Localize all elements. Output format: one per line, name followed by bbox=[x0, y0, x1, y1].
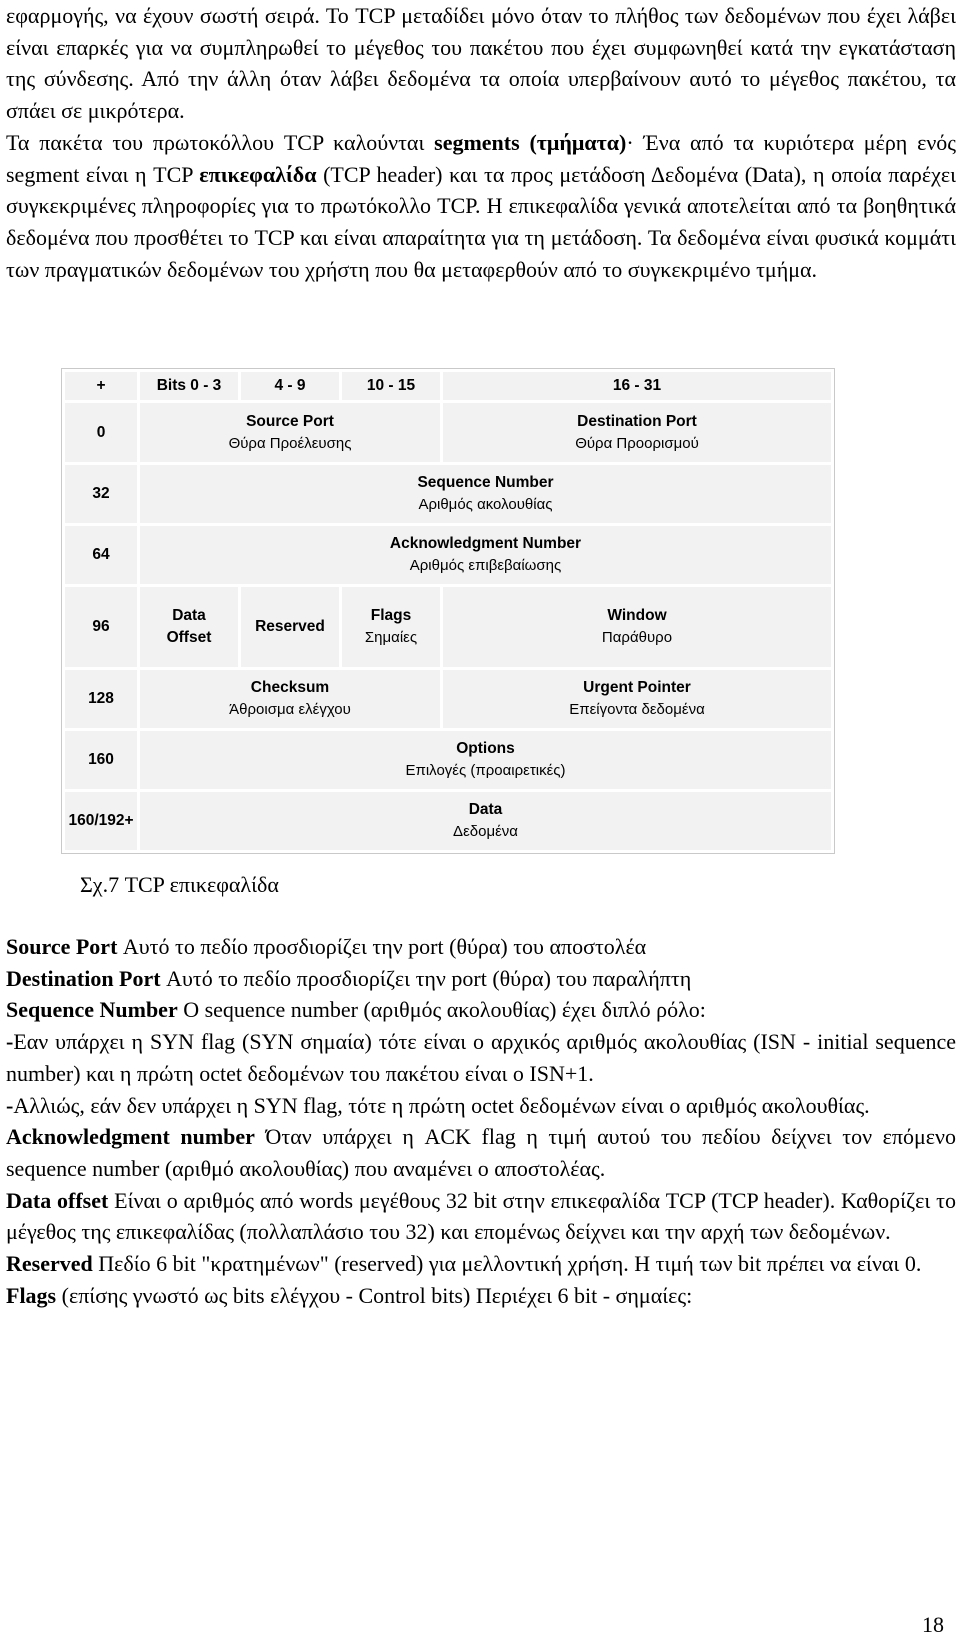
term-destination-port: Destination Port bbox=[6, 965, 161, 991]
offset-cell-128: 128 bbox=[65, 670, 137, 728]
intro-paragraph-1: εφαρμογής, να έχουν σωστή σειρά. Το TCP μεταδίδει μόνο όταν το πλήθος των δεδομένων που έχει λάβει είναι επαρκές για να συμπληρωθεί το μέγεθος του πακέτου που έχει συμφωνηθεί κατά την εγκατάσταση της σύνδεσης. Από την άλλη όταν λάβει δεδομένα τα οποία υπερβαίνουν αυτό το μέγεθος πακέτου, τα σπάει σε μικρότερα. bbox=[6, 3, 956, 124]
mark-seq-case-2: - bbox=[6, 1092, 14, 1118]
term-flags: Flags bbox=[6, 1282, 57, 1308]
p2-bold-header: επικεφαλίδα bbox=[199, 161, 317, 187]
def-seq-case-2 bbox=[6, 1090, 956, 1122]
sequence-number-cell bbox=[140, 465, 831, 523]
data-offset-cell bbox=[140, 587, 238, 667]
window-cell bbox=[443, 587, 831, 667]
source-port-label: Source Port bbox=[246, 412, 334, 430]
def-source-port bbox=[6, 931, 956, 963]
source-port-cell bbox=[140, 403, 440, 461]
def-reserved bbox=[6, 1248, 956, 1280]
term-source-port: Source Port bbox=[6, 934, 118, 959]
destination-port-cell bbox=[443, 403, 831, 461]
term-sequence-number: Sequence Number bbox=[6, 997, 178, 1023]
term-reserved: Reserved bbox=[6, 1251, 93, 1277]
mark-seq-case-1: - bbox=[6, 1029, 14, 1055]
urgent-pointer-greek: Επείγοντα δεδομένα bbox=[569, 700, 705, 718]
offset-cell-160-192: 160/192+ bbox=[65, 792, 137, 850]
text-seq-case-1: Εαν υπάρχει η SYN flag (SYN σημαία) τότε είναι ο αρχικός αριθμός ακολουθίας (ISN - initial sequence number) και η πρώτη octet δεδομένων του πακέτου είναι ο ISN+1. bbox=[6, 1029, 956, 1086]
def-data-offset bbox=[6, 1185, 956, 1248]
options-cell bbox=[140, 731, 831, 789]
header-cell-bits-16-31: 16 - 31 bbox=[443, 372, 831, 400]
checksum-cell bbox=[140, 670, 440, 728]
offset-cell-0: 0 bbox=[65, 403, 137, 461]
text-ack-number: Όταν υπάρχει η ACK flag η τιμή αυτού του πεδίου δείχνει τον επόμενο sequence number (αριθμό ακολουθίας) που αναμένει ο αποστολέας. bbox=[6, 1124, 956, 1181]
reserved-cell bbox=[241, 587, 339, 667]
destination-port-greek: Θύρα Προορισμού bbox=[575, 434, 699, 452]
term-ack-number: Acknowledgment number bbox=[6, 1124, 255, 1150]
p2-bold-segments: segments (τμήματα) bbox=[434, 129, 627, 155]
p2-part-c: (TCP header) και τα προς μετάδοση Δεδομένα (Data), η οποία παρέχει συγκεκριμένες πληροφορίες για το πρωτόκολλο TCP. Η επικεφαλίδα γενικά αποτελείται από τα βοηθητικά δεδομένα που προσθέτει το TCP και είναι απαραίτητα για τη μετάδοση. Τα δεδομένα είναι φυσικά κομμάτι των πραγματικών δεδομένων του χρήστη που θα μεταφερθούν από το συγκεκριμένο τμήμα. bbox=[6, 161, 957, 282]
text-seq-case-2: Αλλιώς, εάν δεν υπάρχει η SYN flag, τότε η πρώτη octet δεδομένων είναι ο αριθμός ακολουθίας. bbox=[13, 1092, 870, 1118]
def-flags bbox=[6, 1280, 956, 1312]
reserved-label: Reserved bbox=[255, 617, 325, 635]
checksum-greek: Άθροισμα ελέγχου bbox=[229, 700, 351, 718]
header-cell-bits-4-9: 4 - 9 bbox=[241, 372, 339, 400]
checksum-label: Checksum bbox=[250, 678, 330, 696]
p2-part-b: · Ένα από τα κυριότερα μέρη ενός segment είναι η TCP bbox=[6, 129, 956, 187]
flags-cell bbox=[342, 587, 440, 667]
window-label: Window bbox=[607, 606, 667, 624]
ack-number-greek: Αριθμός επιβεβαίωσης bbox=[409, 556, 562, 574]
def-ack-number bbox=[6, 1121, 956, 1184]
flags-label: Flags bbox=[370, 606, 412, 624]
page-number: 18 bbox=[922, 1612, 944, 1637]
data-cell bbox=[140, 792, 831, 850]
header-cell-bits-10-15: 10 - 15 bbox=[342, 372, 440, 400]
p2-part-a: Τα πακέτα του πρωτοκόλλου TCP καλούνται bbox=[6, 129, 435, 155]
ack-number-label: Acknowledgment Number bbox=[389, 534, 582, 552]
source-port-greek: Θύρα Προέλευσης bbox=[228, 434, 352, 452]
intro-text bbox=[6, 0, 956, 285]
text-data-offset: Είναι ο αριθμός από words μεγέθους 32 bit στην επικεφαλίδα TCP (TCP header). Καθορίζει το μέγεθος της επικεφαλίδας (πολλαπλάσιο του 32) και επομένως δείχνει και την αρχή των δεδομένων. bbox=[6, 1187, 956, 1245]
ack-number-cell bbox=[140, 526, 831, 584]
window-greek: Παράθυρο bbox=[601, 628, 673, 646]
intro-paragraph-2 bbox=[6, 127, 956, 286]
term-data-offset: Data offset bbox=[6, 1187, 109, 1213]
def-seq-case-1 bbox=[6, 1026, 956, 1089]
def-destination-port bbox=[6, 963, 956, 995]
offset-cell-96: 96 bbox=[65, 587, 137, 667]
text-source-port: Αυτό το πεδίο προσδιορίζει την port (θύρα) του αποστολέα bbox=[117, 934, 647, 959]
offset-cell-160: 160 bbox=[65, 731, 137, 789]
text-destination-port: Αυτό το πεδίο προσδιορίζει την port (θύρα) του παραλήπτη bbox=[160, 965, 692, 991]
options-greek: Επιλογές (προαιρετικές) bbox=[405, 761, 566, 779]
data-greek: Δεδομένα bbox=[453, 822, 518, 840]
data-label: Data bbox=[468, 800, 503, 818]
data-offset-label-1: Data bbox=[172, 606, 206, 624]
offset-cell-32: 32 bbox=[65, 465, 137, 523]
sequence-number-greek: Αριθμός ακολουθίας bbox=[418, 495, 553, 513]
urgent-pointer-cell bbox=[443, 670, 831, 728]
header-cell-bits-0-3: Bits 0 - 3 bbox=[140, 372, 238, 400]
def-sequence-number bbox=[6, 994, 956, 1026]
destination-port-label: Destination Port bbox=[577, 412, 697, 430]
field-definitions bbox=[6, 931, 956, 1311]
urgent-pointer-label: Urgent Pointer bbox=[583, 678, 691, 696]
text-reserved: Πεδίο 6 bit "κρατημένων" (reserved) για μελλοντική χρήση. Η τιμή των bit πρέπει να είναι 0. bbox=[92, 1251, 922, 1277]
figure-caption: Σχ.7 TCP επικεφαλίδα bbox=[80, 872, 279, 897]
text-sequence-number: Ο sequence number (αριθμός ακολουθίας) έχει διπλό ρόλο: bbox=[177, 997, 706, 1023]
offset-cell-64: 64 bbox=[65, 526, 137, 584]
data-offset-label-2: Offset bbox=[166, 628, 212, 646]
tcp-header-table bbox=[61, 368, 835, 854]
options-label: Options bbox=[456, 739, 515, 757]
sequence-number-label: Sequence Number bbox=[417, 473, 554, 491]
text-flags: (επίσης γνωστό ως bits ελέγχου - Control bits) Περιέχει 6 bit - σημαίες: bbox=[56, 1282, 693, 1308]
header-cell-plus: + bbox=[65, 372, 137, 400]
flags-greek: Σημαίες bbox=[364, 628, 418, 646]
